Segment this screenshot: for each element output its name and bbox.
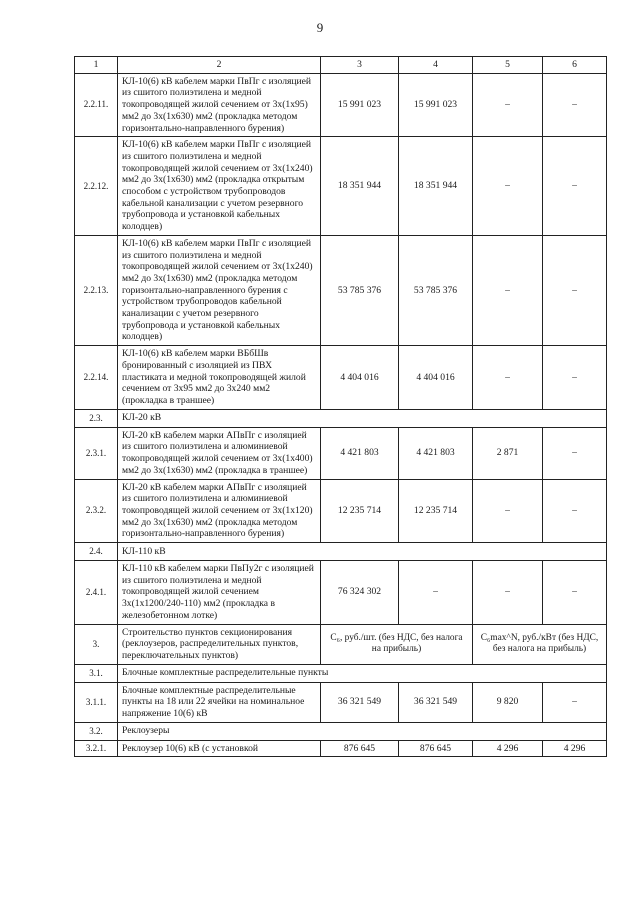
table-row xyxy=(75,479,607,543)
value-col-4: 15 991 023 xyxy=(399,73,473,137)
value-col-5: 2 871 xyxy=(473,427,543,479)
unit-label-left: C₆, руб./шт. (без НДС, без налога на прибыль) xyxy=(321,624,473,664)
section-title: Блочные комплектные распределительные пункты xyxy=(118,664,607,682)
section-row xyxy=(75,722,607,740)
value-col-6: – xyxy=(543,561,607,625)
section-row xyxy=(75,543,607,561)
value-col-5: – xyxy=(473,479,543,543)
section-title: Реклоузеры xyxy=(118,722,607,740)
value-col-4: 876 645 xyxy=(399,740,473,757)
table-row xyxy=(75,740,607,757)
header-cell-5: 5 xyxy=(473,57,543,74)
value-col-4: 4 421 803 xyxy=(399,427,473,479)
table-row xyxy=(75,682,607,722)
value-col-3: 53 785 376 xyxy=(321,235,399,345)
row-number: 2.4. xyxy=(75,543,118,561)
value-col-5: 4 296 xyxy=(473,740,543,757)
row-description: КЛ-20 кВ кабелем марки АПвПг с изоляцией из сшитого полиэтилена и алюминиевой токопроводящей жилой сечением от 3х(1х400) мм2 до 3х(1х630) мм2 (прокладка в траншее) xyxy=(118,427,321,479)
value-col-4: 36 321 549 xyxy=(399,682,473,722)
section-row xyxy=(75,409,607,427)
page-number: 9 xyxy=(316,20,324,35)
value-col-4: – xyxy=(399,561,473,625)
row-number: 2.2.12. xyxy=(75,137,118,236)
value-col-3: 76 324 302 xyxy=(321,561,399,625)
value-col-3: 36 321 549 xyxy=(321,682,399,722)
table-row-unit-header xyxy=(75,624,607,664)
value-col-3: 4 404 016 xyxy=(321,346,399,410)
row-description: КЛ-10(6) кВ кабелем марки ПвПг с изоляцией из сшитого полиэтилена и медной токопроводящей жилой сечением от 3х(1х240) мм2 до 3х(1х630) мм2 (прокладка открытым способом с устройством трубопроводов кабельной канализации с учетом резервного трубопровода и установкой кабельных колодцев) xyxy=(118,137,321,236)
value-col-3: 4 421 803 xyxy=(321,427,399,479)
unit-label-right: C₆max^N, руб./кВт (без НДС, без налога на прибыль) xyxy=(473,624,607,664)
row-number: 3.2. xyxy=(75,722,118,740)
section-title: КЛ-20 кВ xyxy=(118,409,607,427)
value-col-5: – xyxy=(473,235,543,345)
row-description: КЛ-10(6) кВ кабелем марки ПвПг с изоляцией из сшитого полиэтилена и медной токопроводящей жилой сечением от 3х(1х95) мм2 до 3х(1х630) мм2 (прокладка методом горизонтально-направленного бурения) xyxy=(118,73,321,137)
row-description: Реклоузер 10(6) кВ (с установкой xyxy=(118,740,321,757)
row-number: 3.2.1. xyxy=(75,740,118,757)
row-description: КЛ-110 кВ кабелем марки ПвПу2г с изоляцией из сшитого полиэтилена и медной токопроводящей жилой сечением 3х(1х1200/240-110) мм2 (прокладка в железобетонном лотке) xyxy=(118,561,321,625)
row-number: 3. xyxy=(75,624,118,664)
value-col-4: 18 351 944 xyxy=(399,137,473,236)
value-col-4: 4 404 016 xyxy=(399,346,473,410)
header-cell-4: 4 xyxy=(399,57,473,74)
value-col-6: – xyxy=(543,427,607,479)
value-col-5: – xyxy=(473,561,543,625)
value-col-5: – xyxy=(473,137,543,236)
value-col-6: – xyxy=(543,682,607,722)
value-col-6: – xyxy=(543,73,607,137)
row-number: 2.3. xyxy=(75,409,118,427)
value-col-6: – xyxy=(543,346,607,410)
table-row xyxy=(75,427,607,479)
value-col-3: 12 235 714 xyxy=(321,479,399,543)
value-col-4: 53 785 376 xyxy=(399,235,473,345)
value-col-5: – xyxy=(473,73,543,137)
value-col-3: 15 991 023 xyxy=(321,73,399,137)
section-row xyxy=(75,664,607,682)
cost-table xyxy=(74,56,607,757)
row-description: КЛ-10(6) кВ кабелем марки ВБбШв бронированный с изоляцией из ПВХ пластиката и медной токопроводящей жилой сечением от 3х95 мм2 до 3х240 мм2 (прокладка в траншее) xyxy=(118,346,321,410)
table-row xyxy=(75,235,607,345)
table-row xyxy=(75,73,607,137)
table-row xyxy=(75,137,607,236)
value-col-6: – xyxy=(543,479,607,543)
row-number: 2.2.13. xyxy=(75,235,118,345)
row-number: 2.2.14. xyxy=(75,346,118,410)
header-cell-3: 3 xyxy=(321,57,399,74)
row-number: 3.1.1. xyxy=(75,682,118,722)
row-number: 2.3.1. xyxy=(75,427,118,479)
row-number: 3.1. xyxy=(75,664,118,682)
value-col-6: 4 296 xyxy=(543,740,607,757)
header-cell-6: 6 xyxy=(543,57,607,74)
table-row xyxy=(75,561,607,625)
row-number: 2.4.1. xyxy=(75,561,118,625)
value-col-5: 9 820 xyxy=(473,682,543,722)
value-col-3: 18 351 944 xyxy=(321,137,399,236)
header-cell-1: 1 xyxy=(75,57,118,74)
row-number: 2.3.2. xyxy=(75,479,118,543)
row-description: КЛ-10(6) кВ кабелем марки ПвПг с изоляцией из сшитого полиэтилена и медной токопроводящей жилой сечением от 3х(1х240) мм2 до 3х(1х630) мм2 (прокладка методом горизонтально-направленного бурения с устройством трубопроводов кабельной канализации с учетом резервного трубопровода и установкой кабельных колодцев) xyxy=(118,235,321,345)
row-description: КЛ-20 кВ кабелем марки АПвПг с изоляцией из сшитого полиэтилена и алюминиевой токопроводящей жилой сечением от 3х(1х120) мм2 до 3х(1х630) мм2 (прокладка методом горизонтально-направленного бурения) xyxy=(118,479,321,543)
value-col-6: – xyxy=(543,137,607,236)
value-col-6: – xyxy=(543,235,607,345)
value-col-4: 12 235 714 xyxy=(399,479,473,543)
row-description: Строительство пунктов секционирования (реклоузеров, распределительных пунктов, переключательных пунктов) xyxy=(118,624,321,664)
table-row xyxy=(75,346,607,410)
section-title: КЛ-110 кВ xyxy=(118,543,607,561)
row-description: Блочные комплектные распределительные пункты на 18 или 22 ячейки на номинальное напряжение 10(6) кВ xyxy=(118,682,321,722)
row-number: 2.2.11. xyxy=(75,73,118,137)
value-col-5: – xyxy=(473,346,543,410)
header-row xyxy=(75,57,607,74)
header-cell-2: 2 xyxy=(118,57,321,74)
value-col-3: 876 645 xyxy=(321,740,399,757)
